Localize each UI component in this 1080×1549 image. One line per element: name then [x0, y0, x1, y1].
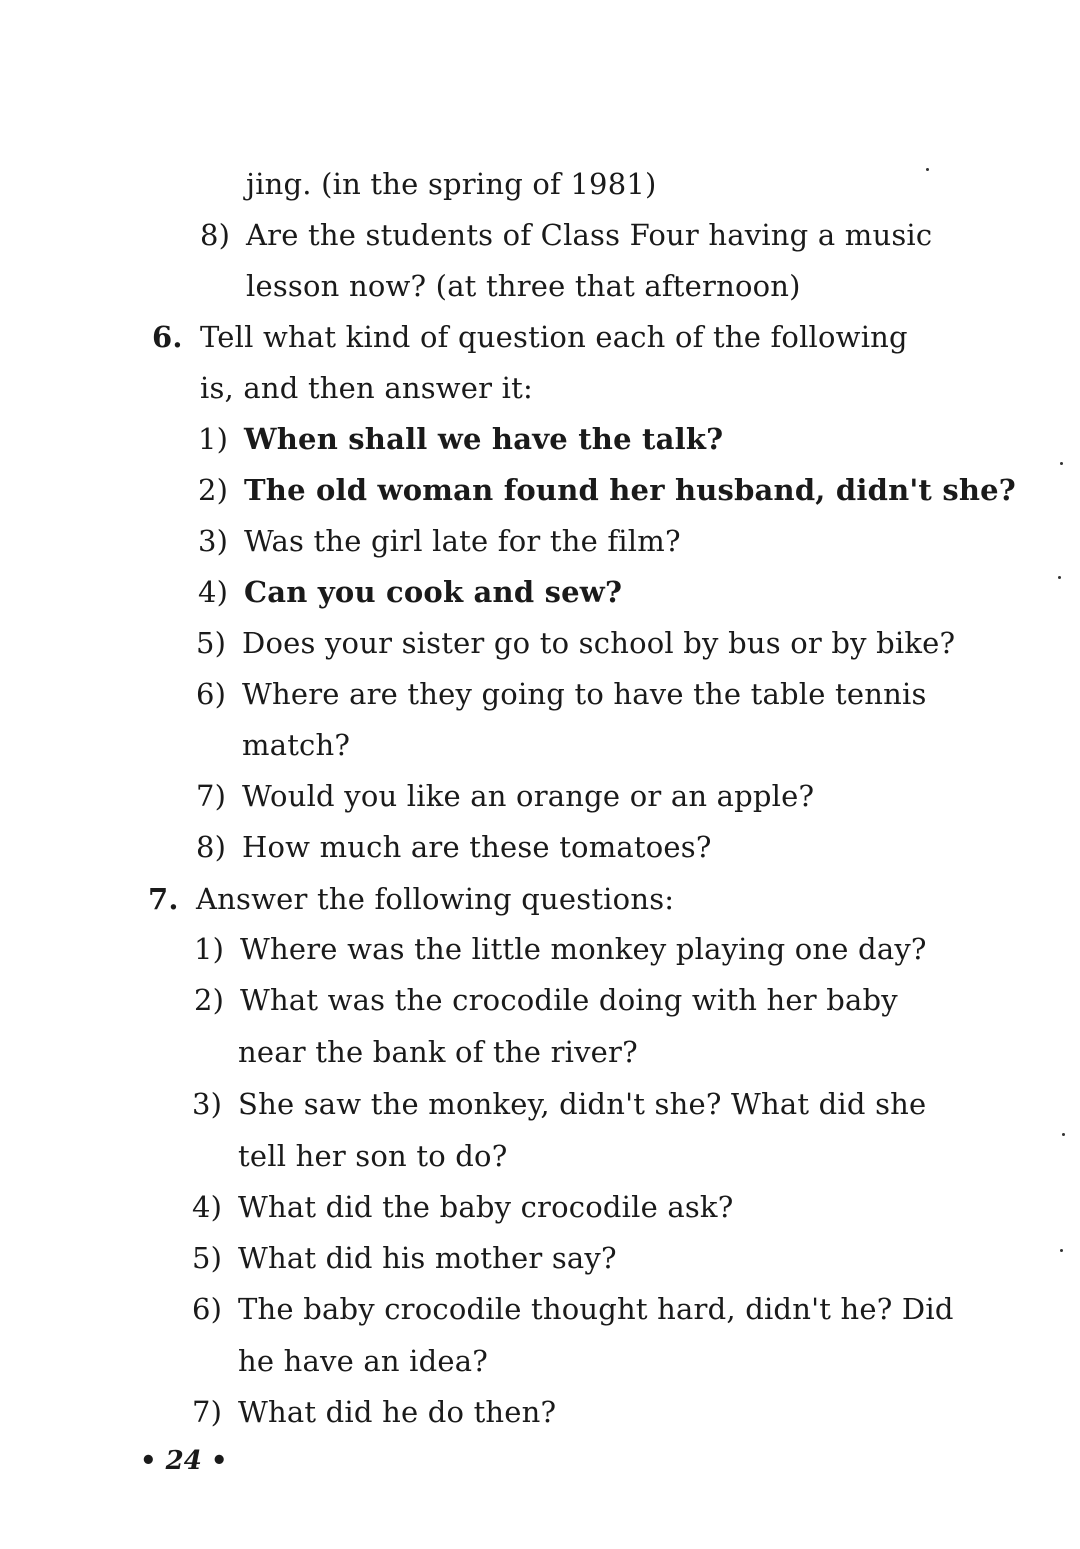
scan-speck [1060, 1249, 1063, 1252]
item-number: 6) [196, 677, 227, 711]
question-item: Where was the little monkey playing one day? [240, 932, 927, 966]
item-text [246, 217, 972, 253]
item-number: 4) [198, 575, 229, 609]
item-number: 1) [198, 422, 229, 456]
question-item: What did the baby crocodile ask? [238, 1190, 734, 1224]
scan-speck [926, 168, 929, 171]
question-item: She saw the monkey, didn't she? What did she [238, 1087, 927, 1121]
exercise-instruction-continuation: is, and then answer it: [200, 371, 533, 405]
question-item: The baby crocodile thought hard, didn't he? Did [238, 1292, 954, 1326]
item-text-continuation: lesson now? (at three that afternoon) [246, 269, 801, 303]
item-number: 2) [194, 983, 225, 1017]
item-number: 5) [192, 1241, 223, 1275]
item-number: 2) [198, 473, 229, 507]
continuation-line: jing. (in the spring of 1981) [246, 167, 657, 201]
page-number: • 24 • [140, 1446, 228, 1476]
item-number: 7) [196, 779, 227, 813]
item-number: 8) [200, 218, 231, 252]
question-item: Does your sister go to school by bus or by bike? [242, 626, 956, 660]
exercise-number: 6. [152, 320, 183, 354]
question-item-continuation: match? [242, 728, 351, 762]
item-number: 1) [194, 932, 225, 966]
item-text-content: Are the students of Class Four having a music [246, 218, 933, 252]
exercise-number: 7. [148, 882, 179, 916]
question-item: What did his mother say? [238, 1241, 617, 1275]
question-item: The old woman found her husband, didn't she? [244, 473, 1016, 507]
question-item-continuation: he have an idea? [238, 1344, 489, 1378]
question-item: When shall we have the talk? [244, 422, 724, 456]
question-item: Where are they going to have the table tennis [242, 677, 927, 711]
question-item: Would you like an orange or an apple? [242, 779, 815, 813]
question-item: How much are these tomatoes? [242, 830, 712, 864]
item-number: 8) [196, 830, 227, 864]
item-number: 3) [192, 1087, 223, 1121]
item-number: 3) [198, 524, 229, 558]
item-number: 5) [196, 626, 227, 660]
scan-speck [1062, 1133, 1065, 1136]
question-item: What was the crocodile doing with her baby [240, 983, 898, 1017]
question-item-continuation: tell her son to do? [238, 1139, 508, 1173]
scan-speck [1060, 462, 1063, 465]
exercise-instruction: Answer the following questions: [196, 882, 675, 916]
item-number: 6) [192, 1292, 223, 1326]
item-number: 4) [192, 1190, 223, 1224]
item-number: 7) [192, 1395, 223, 1429]
question-item: Can you cook and sew? [244, 575, 623, 609]
scan-speck [1058, 576, 1061, 579]
question-item: What did he do then? [238, 1395, 557, 1429]
exercise-instruction: Tell what kind of question each of the following [200, 320, 908, 354]
question-item-continuation: near the bank of the river? [238, 1035, 638, 1069]
question-item: Was the girl late for the film? [244, 524, 681, 558]
